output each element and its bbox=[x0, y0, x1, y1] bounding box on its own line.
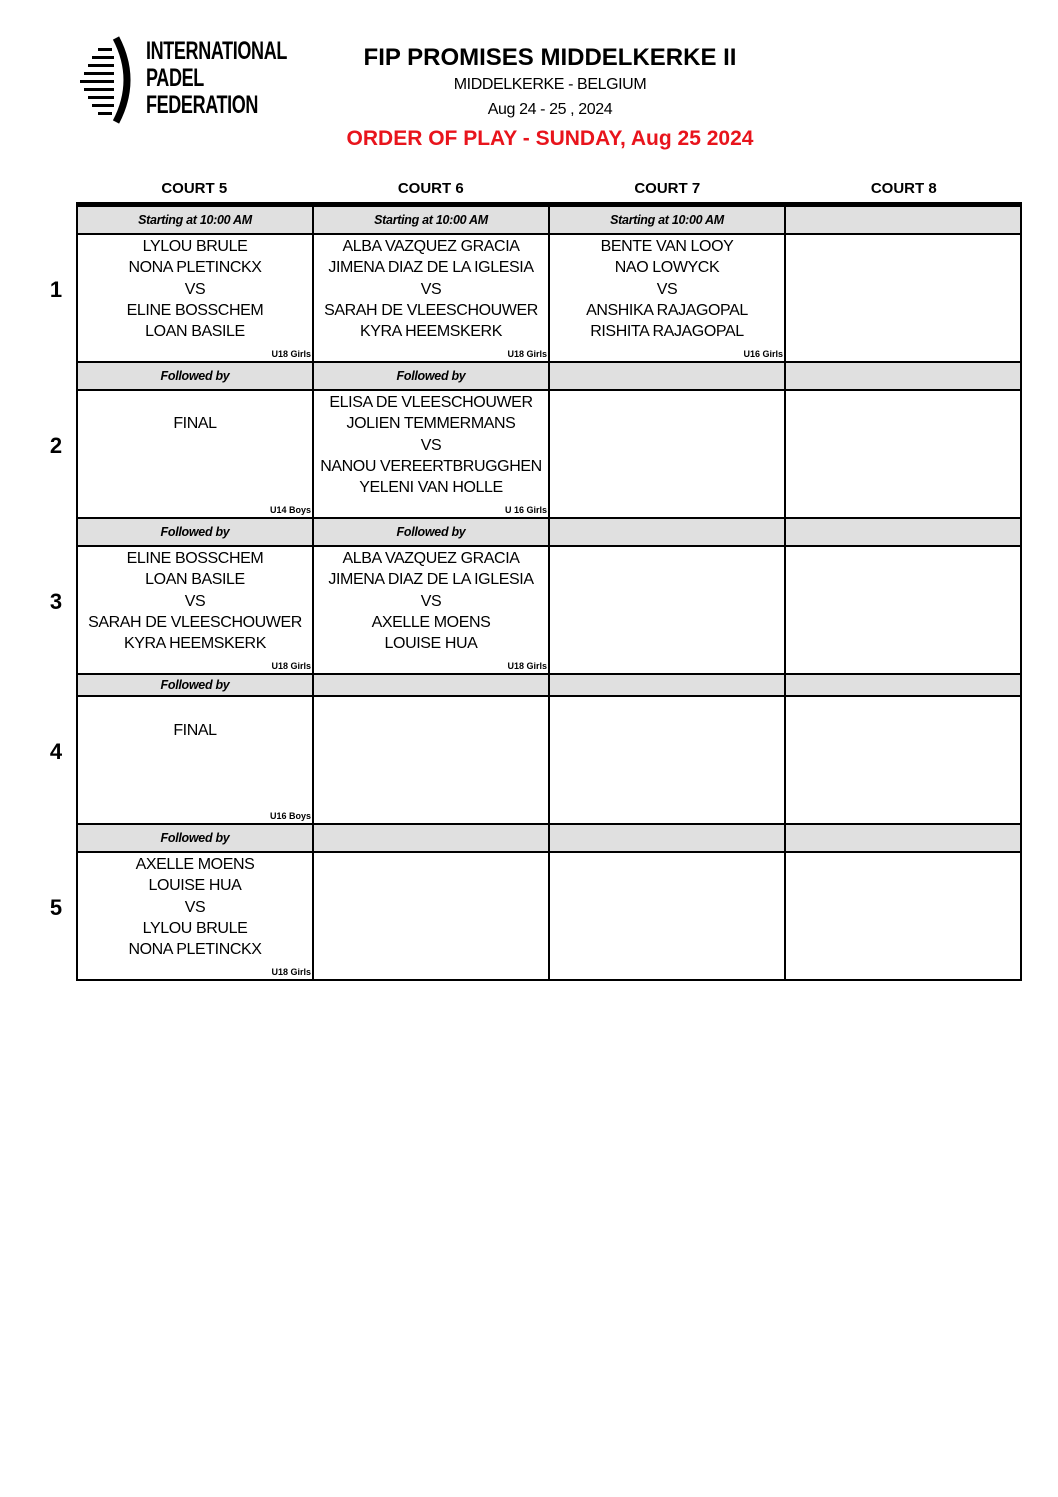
match-cell[interactable] bbox=[550, 697, 786, 823]
match-cell[interactable] bbox=[314, 547, 550, 673]
match-row bbox=[76, 391, 1022, 519]
slot-header-row bbox=[76, 363, 1022, 391]
player-name: ALBA VAZQUEZ GRACIA bbox=[342, 550, 520, 567]
slot-time-label: Starting at 10:00 AM bbox=[314, 207, 550, 233]
match-cell[interactable] bbox=[314, 235, 550, 361]
versus-label: VS bbox=[420, 436, 442, 454]
match-cell[interactable] bbox=[786, 235, 1020, 361]
fip-logo bbox=[76, 36, 286, 124]
player-name: LOAN BASILE bbox=[145, 571, 245, 589]
slot-time-label bbox=[786, 675, 1020, 695]
slot-header-row bbox=[76, 207, 1022, 235]
tournament-dates: Aug 24 - 25 , 2024 bbox=[487, 101, 613, 118]
court-header: COURT 7 bbox=[634, 180, 701, 197]
player-name: FINAL bbox=[173, 722, 217, 740]
slot-time-label: Followed by bbox=[78, 825, 314, 851]
match-cell[interactable] bbox=[314, 853, 550, 979]
category-label: U14 Boys bbox=[269, 505, 311, 515]
player-name: JIMENA DIAZ DE LA IGLESIA bbox=[328, 571, 534, 589]
versus-label: VS bbox=[420, 280, 442, 298]
versus-label: VS bbox=[656, 280, 678, 298]
slot-time-label: Starting at 10:00 AM bbox=[78, 207, 314, 233]
player-name: SARAH DE VLEESCHOUWER bbox=[88, 613, 302, 631]
slot-time-label bbox=[550, 519, 786, 545]
match-cell[interactable] bbox=[550, 547, 786, 673]
player-name: ELINE BOSSCHEM bbox=[126, 301, 264, 319]
match-row bbox=[76, 697, 1022, 825]
player-name: JOLIEN TEMMERMANS bbox=[346, 415, 516, 433]
match-cell[interactable] bbox=[78, 697, 314, 823]
slot-number: 1 bbox=[49, 277, 63, 302]
match-cell[interactable] bbox=[78, 853, 314, 979]
match-cell[interactable] bbox=[786, 547, 1020, 673]
player-name: FINAL bbox=[173, 415, 217, 433]
player-name: LOAN BASILE bbox=[145, 323, 245, 341]
versus-label: VS bbox=[184, 898, 206, 916]
slot-time-label bbox=[314, 825, 550, 851]
match-row bbox=[76, 235, 1022, 363]
court-header-row bbox=[76, 178, 1022, 207]
logo-text-line: PADEL bbox=[146, 64, 204, 92]
player-name: ALBA VAZQUEZ GRACIA bbox=[342, 238, 520, 255]
player-name: AXELLE MOENS bbox=[135, 856, 255, 873]
category-label: U18 Girls bbox=[271, 967, 311, 977]
slot-header-row bbox=[76, 675, 1022, 697]
slot-number: 4 bbox=[49, 739, 63, 764]
player-name: NANOU VEREERTBRUGGHEN bbox=[320, 457, 542, 475]
category-label: U16 Girls bbox=[743, 349, 783, 359]
versus-label: VS bbox=[420, 592, 442, 610]
player-name: LYLOU BRULE bbox=[142, 919, 248, 937]
category-label: U18 Girls bbox=[507, 661, 547, 671]
padel-racket-logo-icon bbox=[76, 36, 138, 124]
player-name: ANSHIKA RAJAGOPAL bbox=[586, 301, 748, 319]
slot-number: 5 bbox=[49, 895, 63, 920]
match-cell[interactable] bbox=[550, 235, 786, 361]
player-name: JIMENA DIAZ DE LA IGLESIA bbox=[328, 259, 534, 277]
player-name: LOUISE HUA bbox=[148, 877, 242, 895]
category-label: U18 Girls bbox=[271, 661, 311, 671]
player-name: YELENI VAN HOLLE bbox=[359, 479, 503, 497]
versus-label: VS bbox=[184, 280, 206, 298]
match-cell[interactable] bbox=[786, 391, 1020, 517]
category-label: U16 Boys bbox=[269, 811, 311, 821]
slot-time-label bbox=[786, 207, 1020, 233]
player-name: SARAH DE VLEESCHOUWER bbox=[324, 301, 538, 319]
slot-time-label bbox=[550, 825, 786, 851]
slot-time-label: Followed by bbox=[78, 675, 314, 695]
court-header: COURT 8 bbox=[870, 180, 937, 197]
court-header: COURT 5 bbox=[161, 180, 228, 197]
match-cell[interactable] bbox=[786, 853, 1020, 979]
match-cell[interactable] bbox=[78, 547, 314, 673]
slot-time-label: Starting at 10:00 AM bbox=[550, 207, 786, 233]
match-cell[interactable] bbox=[78, 391, 314, 517]
tournament-title: FIP PROMISES MIDDELKERKE II bbox=[363, 44, 737, 71]
match-row bbox=[76, 853, 1022, 981]
player-name bbox=[78, 699, 312, 720]
slot-header-row bbox=[76, 825, 1022, 853]
slot-number: 3 bbox=[49, 589, 63, 614]
slot-time-label bbox=[786, 519, 1020, 545]
order-of-play-heading: ORDER OF PLAY - SUNDAY, Aug 25 2024 bbox=[346, 127, 754, 150]
slot-number: 2 bbox=[49, 433, 63, 458]
player-name: BENTE VAN LOOY bbox=[600, 238, 734, 255]
player-name bbox=[78, 392, 312, 413]
player-name: AXELLE MOENS bbox=[371, 613, 491, 631]
player-name: LOUISE HUA bbox=[384, 635, 478, 653]
player-name: NONA PLETINCKX bbox=[128, 259, 262, 277]
slot-time-label bbox=[550, 675, 786, 695]
schedule-grid bbox=[76, 178, 1022, 981]
match-row bbox=[76, 547, 1022, 675]
match-cell[interactable] bbox=[786, 697, 1020, 823]
slot-time-label bbox=[550, 363, 786, 389]
logo-text-line: FEDERATION bbox=[146, 91, 259, 119]
court-header: COURT 6 bbox=[397, 180, 464, 197]
slot-time-label bbox=[314, 675, 550, 695]
player-name: NONA PLETINCKX bbox=[128, 941, 262, 959]
slot-time-label: Followed by bbox=[314, 519, 550, 545]
versus-label: VS bbox=[184, 592, 206, 610]
slot-time-label bbox=[786, 825, 1020, 851]
slot-time-label: Followed by bbox=[314, 363, 550, 389]
tournament-location: MIDDELKERKE - BELGIUM bbox=[453, 76, 647, 93]
player-name: NAO LOWYCK bbox=[614, 259, 720, 277]
category-label: U18 Girls bbox=[507, 349, 547, 359]
category-label: U18 Girls bbox=[271, 349, 311, 359]
match-cell[interactable] bbox=[314, 391, 550, 517]
player-name: KYRA HEEMSKERK bbox=[123, 635, 266, 653]
category-label: U 16 Girls bbox=[504, 505, 547, 515]
player-name: RISHITA RAJAGOPAL bbox=[590, 323, 744, 341]
player-name: ELINE BOSSCHEM bbox=[126, 550, 264, 567]
match-cell[interactable] bbox=[314, 697, 550, 823]
slot-time-label: Followed by bbox=[78, 519, 314, 545]
slot-header-row bbox=[76, 519, 1022, 547]
match-cell[interactable] bbox=[550, 853, 786, 979]
slot-time-label bbox=[786, 363, 1020, 389]
slot-time-label: Followed by bbox=[78, 363, 314, 389]
match-cell[interactable] bbox=[550, 391, 786, 517]
logo-text-line: INTERNATIONAL bbox=[146, 37, 287, 65]
player-name: KYRA HEEMSKERK bbox=[359, 323, 502, 341]
match-cell[interactable] bbox=[78, 235, 314, 361]
player-name: ELISA DE VLEESCHOUWER bbox=[329, 394, 533, 411]
player-name: LYLOU BRULE bbox=[142, 238, 248, 255]
